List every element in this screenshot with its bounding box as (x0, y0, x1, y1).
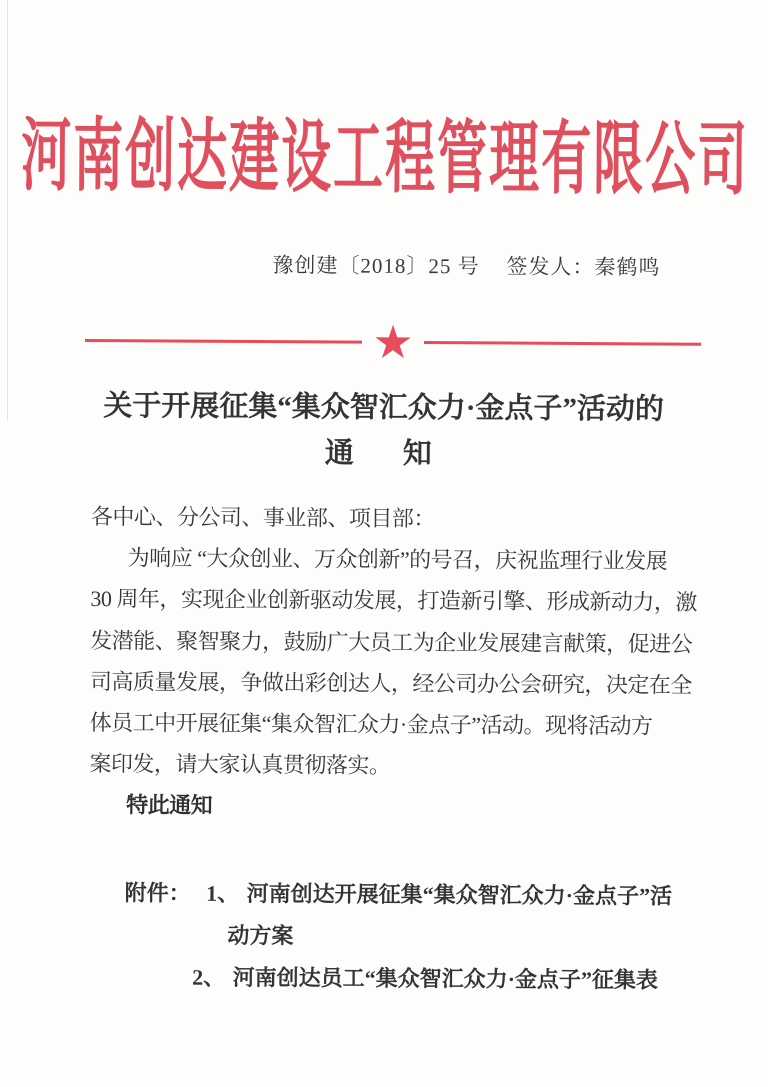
issuer-name: 签发人：秦鹤鸣 (506, 254, 661, 280)
attachment-1-text-line-1: 河南创达开展征集“集众智汇众力·金点子”活 (246, 880, 673, 909)
attachment-row-2 (192, 957, 716, 1002)
body-line: 30 周年，实现企业创新驱动发展，打造新引擎、形成新动力，激 (90, 586, 697, 616)
attachment-1-text-line-2: 动方案 (227, 922, 294, 949)
document-title (0, 382, 768, 479)
attachment-1-number: 1、 (206, 880, 240, 906)
title-line-1: 关于开展征集“集众智汇众力·金点子”活动的 (103, 390, 665, 426)
star-icon: ★ (372, 314, 414, 369)
body-line: 发潜能、聚智聚力，鼓励广大员工为企业发展建言献策，促进公 (90, 627, 693, 657)
salutation: 各中心、分公司、事业部、项目部： (90, 504, 436, 532)
divider-line-right (424, 341, 701, 346)
doc-number: 豫创建〔2018〕25 号 (272, 253, 480, 279)
attachment-2-number: 2、 (192, 964, 226, 990)
body-line: 案印发，请大家认真贯彻落实。 (89, 751, 391, 779)
attachment-row-1 (124, 872, 716, 918)
document-body (89, 496, 711, 829)
attachment-2-text: 河南创达员工“集众智汇众力·金点子”征集表 (232, 964, 659, 993)
body-line: 为响应 “大众创业、万众创新”的号召，庆祝监理行业发展 (127, 545, 668, 574)
attachments-label: 附件： (124, 880, 191, 906)
closing-phrase: 特此通知 (126, 792, 213, 819)
doc-meta-row (1, 247, 768, 280)
red-divider (85, 314, 701, 369)
body-line: 司高质量发展，争做出彩创达人，经公司办公会研究，决定在全 (89, 668, 692, 698)
title-line-2: 通 知 (324, 437, 442, 471)
body-line: 体员工中开展征集“集众智汇众力·金点子”活动。现将活动方 (89, 710, 653, 739)
divider-line-left (85, 338, 362, 343)
attachments-section (0, 871, 717, 1001)
company-letterhead: 河南创达建设工程管理有限公司 (20, 110, 750, 205)
